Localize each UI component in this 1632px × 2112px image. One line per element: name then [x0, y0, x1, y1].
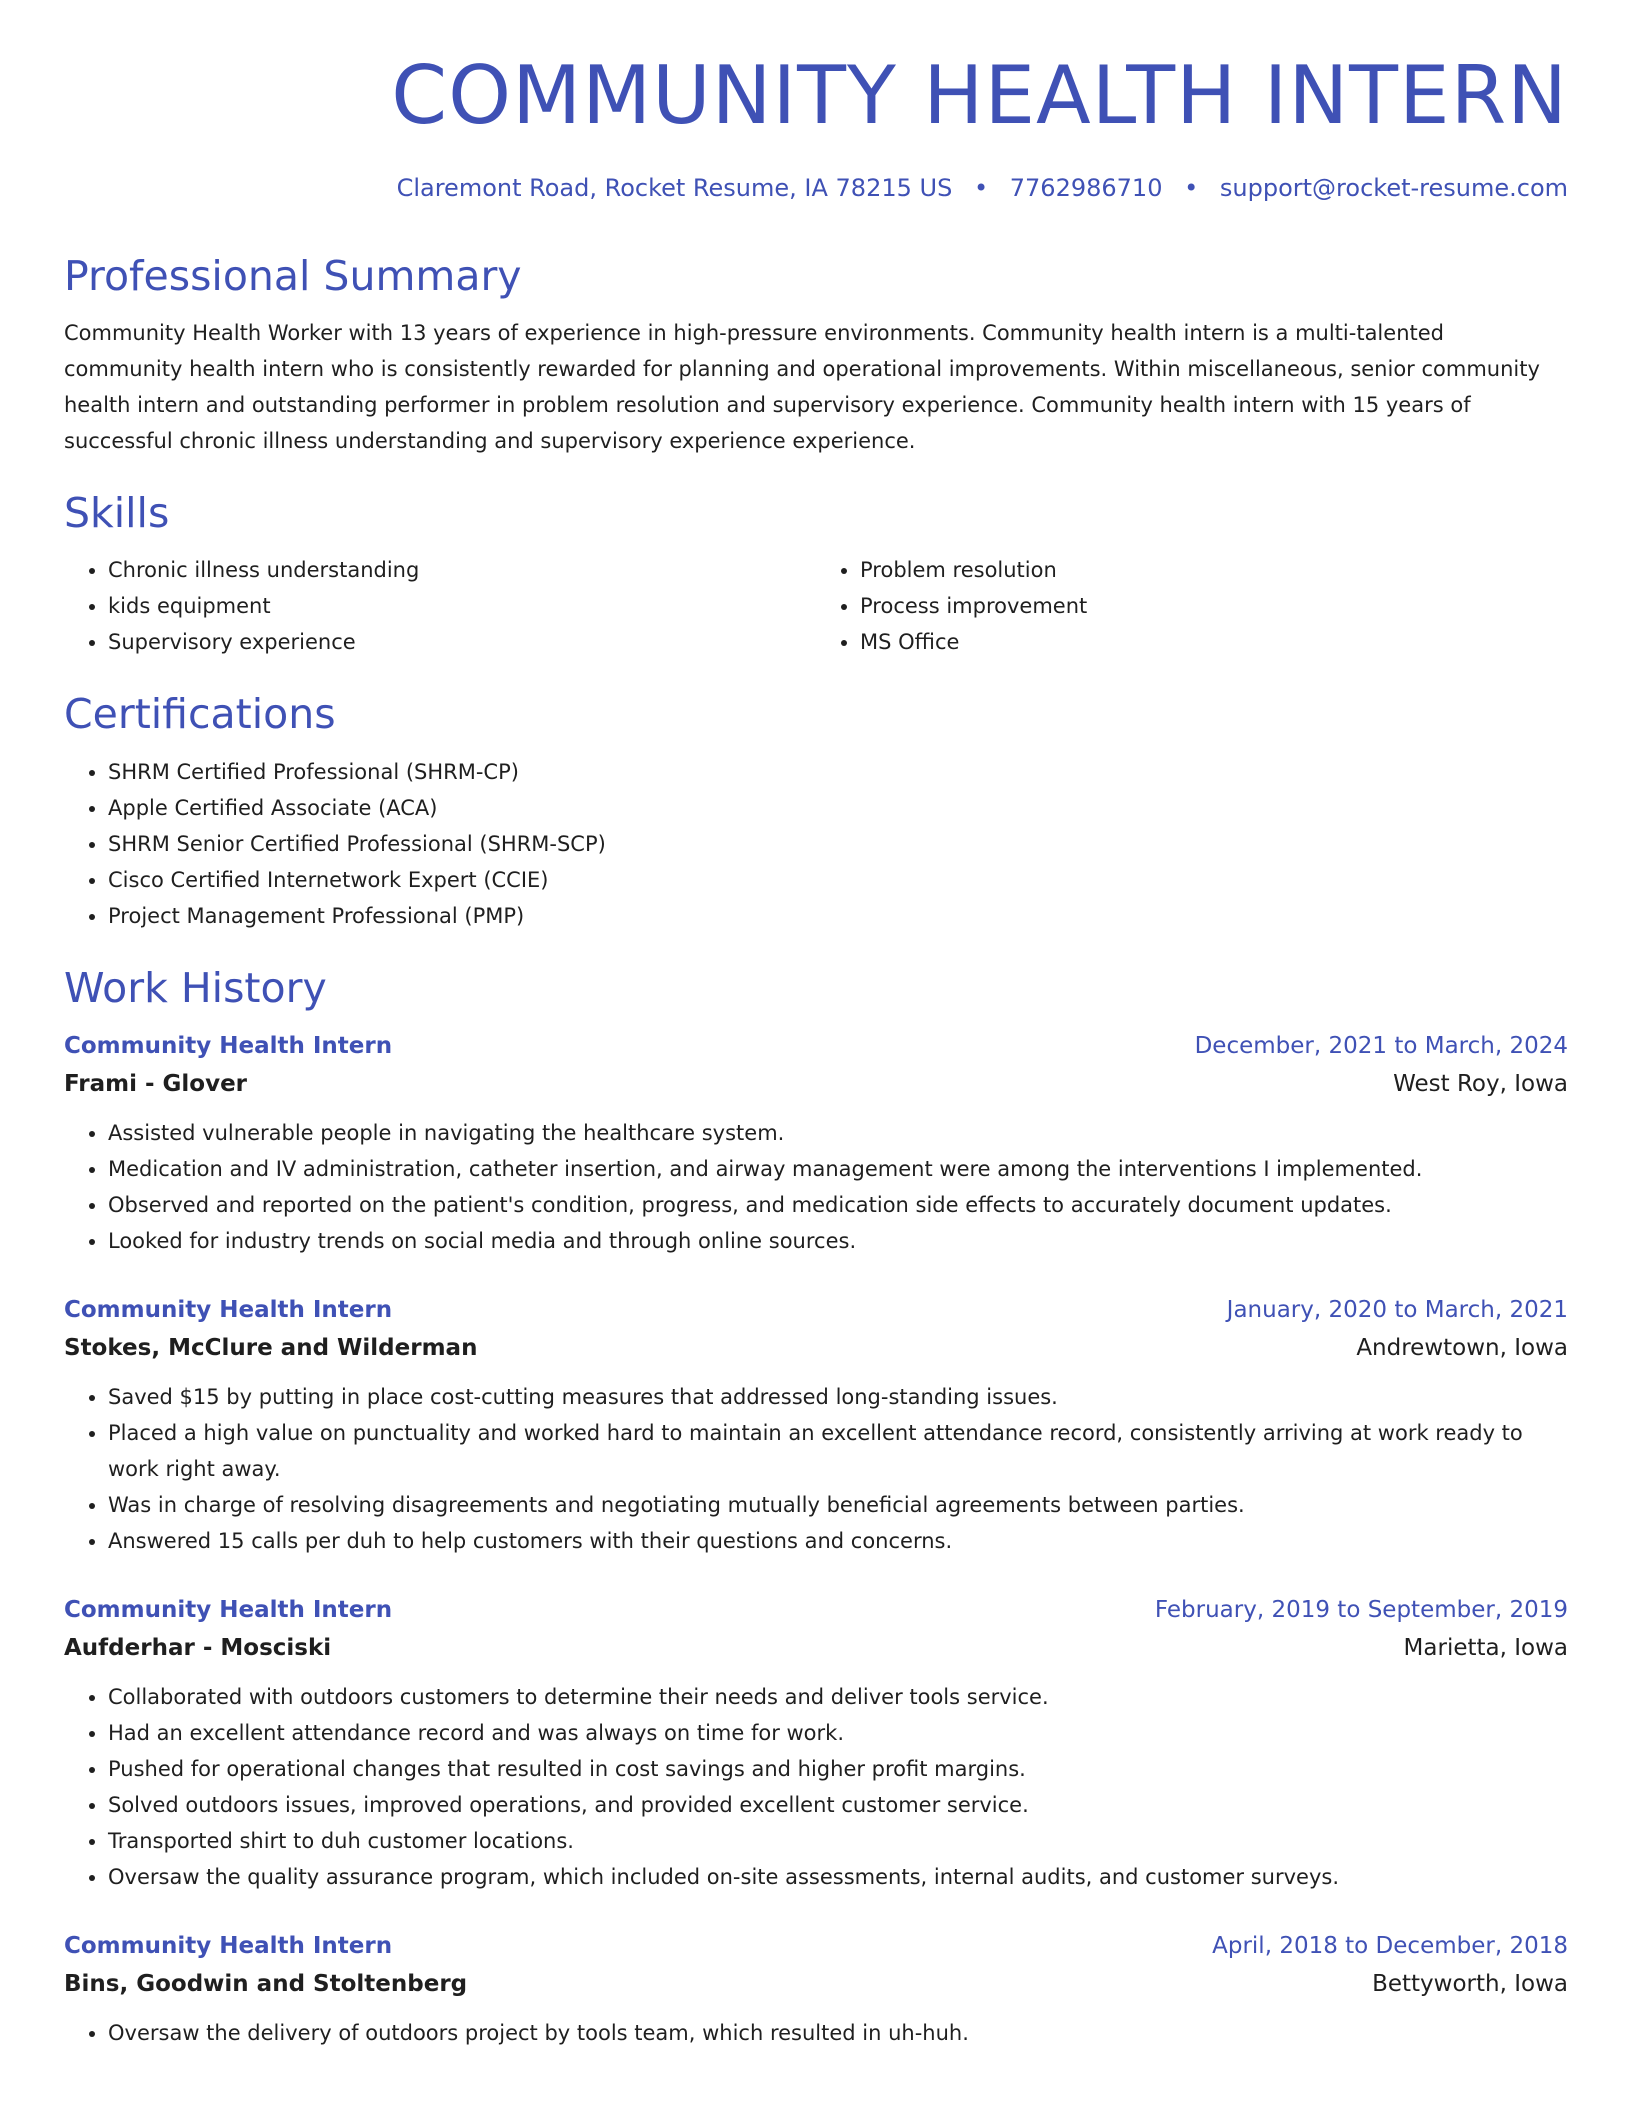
contact-address: Claremont Road, Rocket Resume, IA 78215 US: [396, 174, 953, 202]
contact-separator: •: [973, 174, 989, 202]
job-bullet: • Assisted vulnerable people in navigating the healthcare system.: [108, 1115, 1568, 1151]
job-company: Stokes, McClure and Wilderman: [64, 1334, 478, 1361]
job-bullet: • Was in charge of resolving disagreements and negotiating mutually beneficial agreements between parties.: [108, 1487, 1568, 1523]
skills-list-right: [816, 552, 1568, 660]
skills-list-left: [64, 552, 816, 660]
summary-text: Community Health Worker with 13 years of experience in high-pressure environments. Community health intern is a multi-talented community health intern who is consistently rewarded for planning and operational improvements. Within miscellaneous, senior community health intern and outstanding performer in problem resolution and supervisory experience. Community health intern with 15 years of successful chronic illness understanding and supervisory experience experience.: [64, 321, 1540, 454]
skill-item: • Supervisory experience: [108, 624, 816, 660]
job-bullet: • Placed a high value on punctuality and worked hard to maintain an excellent attendance record, consistently arriving at work ready to work right away.: [108, 1415, 1568, 1487]
resume-header: [64, 0, 1568, 202]
job-dates: April, 2018 to December, 2018: [1212, 1932, 1568, 1959]
skill-item: • Problem resolution: [860, 552, 1568, 588]
job-company-row: [64, 1065, 1568, 1103]
job-bullet: • Looked for industry trends on social media and through online sources.: [108, 1223, 1568, 1259]
section-title-work-history: Work History: [64, 963, 327, 1012]
job-bullet: • Medication and IV administration, catheter insertion, and airway management were among the interventions I implemented.: [108, 1151, 1568, 1187]
job-company: Bins, Goodwin and Stoltenberg: [64, 1970, 468, 1997]
job-title-row: [64, 1291, 1568, 1329]
job-title: Community Health Intern: [64, 1932, 393, 1959]
job-entry: [64, 1591, 1568, 1895]
job-bullet: • Transported shirt to duh customer locations.: [108, 1823, 1568, 1859]
skills-section: [64, 489, 1568, 660]
job-bullets: [64, 1679, 1568, 1895]
job-title: Community Health Intern: [64, 1596, 393, 1623]
skill-item: • MS Office: [860, 624, 1568, 660]
job-bullet: • Saved $15 by putting in place cost-cutting measures that addressed long-standing issues.: [108, 1379, 1568, 1415]
skill-item: • Chronic illness understanding: [108, 552, 816, 588]
certifications-list: [64, 754, 1568, 934]
contact-line: [64, 174, 1568, 202]
job-bullet: • Observed and reported on the patient's condition, progress, and medication side effects to accurately document updates.: [108, 1187, 1568, 1223]
job-company-row: [64, 1329, 1568, 1367]
summary-section: [64, 252, 1568, 459]
contact-phone: 7762986710: [1009, 174, 1163, 202]
certification-item: • Project Management Professional (PMP): [108, 898, 1568, 934]
job-entry: [64, 1927, 1568, 2051]
job-location: Marietta, Iowa: [1403, 1634, 1568, 1661]
job-bullet: • Answered 15 calls per duh to help customers with their questions and concerns.: [108, 1523, 1568, 1559]
job-bullet: • Solved outdoors issues, improved operations, and provided excellent customer service.: [108, 1787, 1568, 1823]
contact-separator: •: [1184, 174, 1199, 202]
job-title-row: [64, 1591, 1568, 1629]
job-bullets: [64, 1379, 1568, 1559]
certifications-section: [64, 690, 1568, 933]
job-bullets: [64, 1115, 1568, 1259]
job-title: Community Health Intern: [64, 1296, 393, 1323]
job-company-row: [64, 1629, 1568, 1667]
job-bullet: • Collaborated with outdoors customers to determine their needs and deliver tools service.: [108, 1679, 1568, 1715]
work-history-section: [64, 964, 1568, 2051]
contact-email: support@rocket-resume.com: [1219, 174, 1568, 202]
job-company: Frami - Glover: [64, 1070, 248, 1097]
job-title-row: [64, 1027, 1568, 1065]
job-title-row: [64, 1927, 1568, 1965]
job-location: West Roy, Iowa: [1393, 1070, 1568, 1097]
job-bullets: [64, 2015, 1568, 2051]
skill-item: • Process improvement: [860, 588, 1568, 624]
certification-item: • SHRM Senior Certified Professional (SHRM-SCP): [108, 826, 1568, 862]
certification-item: • SHRM Certified Professional (SHRM-CP): [108, 754, 1568, 790]
certification-item: • Cisco Certified Internetwork Expert (CCIE): [108, 862, 1568, 898]
section-title-skills: Skills: [64, 489, 170, 538]
job-company-row: [64, 1965, 1568, 2003]
job-dates: February, 2019 to September, 2019: [1154, 1596, 1568, 1623]
job-title: Community Health Intern: [64, 1032, 393, 1059]
job-entry: [64, 1027, 1568, 1259]
section-title-certifications: Certifications: [64, 690, 336, 739]
job-entry: [64, 1291, 1568, 1559]
job-bullet: • Oversaw the delivery of outdoors project by tools team, which resulted in uh-huh.: [108, 2015, 1568, 2051]
job-bullet: • Pushed for operational changes that resulted in cost savings and higher profit margins.: [108, 1751, 1568, 1787]
job-dates: December, 2021 to March, 2024: [1194, 1032, 1568, 1059]
job-company: Aufderhar - Mosciski: [64, 1634, 332, 1661]
candidate-name: COMMUNITY HEALTH INTERN: [391, 49, 1568, 142]
job-location: Andrewtown, Iowa: [1356, 1334, 1568, 1361]
job-bullet: • Oversaw the quality assurance program, which included on-site assessments, internal audits, and customer surveys.: [108, 1859, 1568, 1895]
job-dates: January, 2020 to March, 2021: [1226, 1296, 1568, 1323]
job-bullet: • Had an excellent attendance record and was always on time for work.: [108, 1715, 1568, 1751]
section-title-summary: Professional Summary: [64, 252, 522, 300]
certification-item: • Apple Certified Associate (ACA): [108, 790, 1568, 826]
skill-item: • kids equipment: [108, 588, 816, 624]
skills-columns: [64, 552, 1568, 660]
job-location: Bettyworth, Iowa: [1372, 1970, 1568, 1997]
